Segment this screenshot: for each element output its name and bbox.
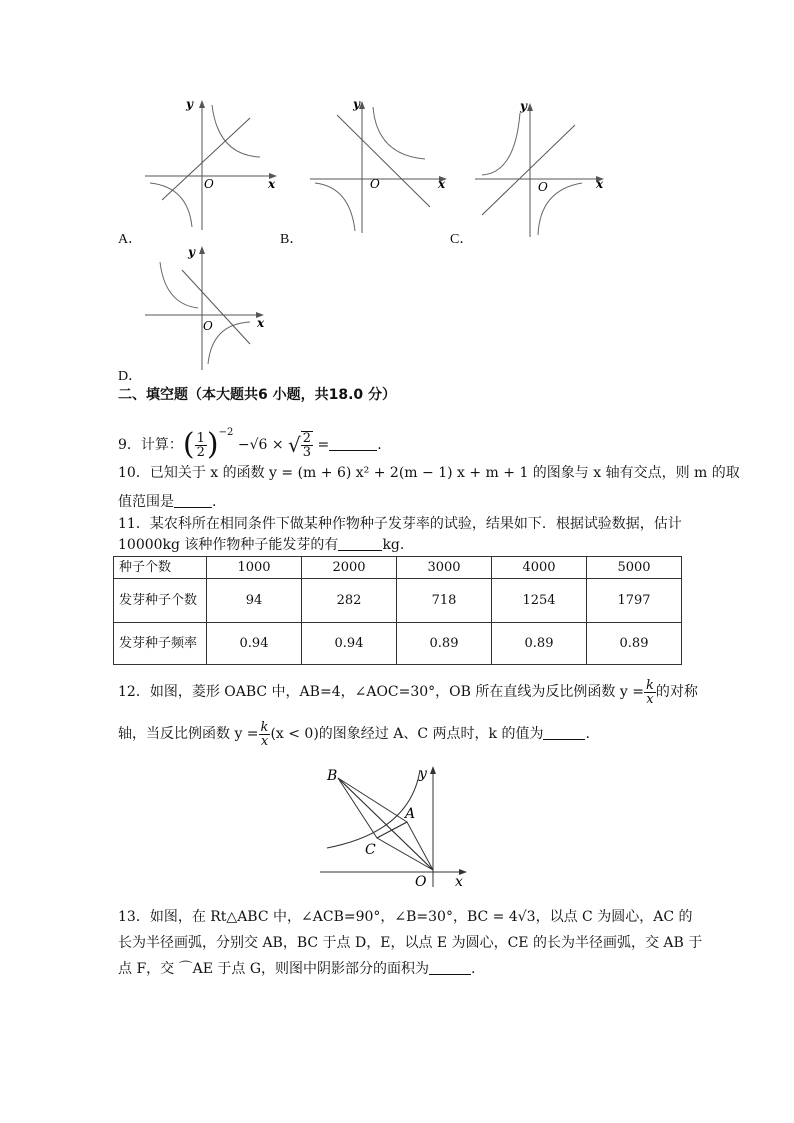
q9-answer-blank[interactable]: [329, 436, 377, 451]
axis-y-label: y: [188, 245, 195, 259]
table-row: [114, 579, 682, 623]
option-b[interactable]: B．: [280, 232, 304, 247]
question-13-line2: 长为半径画弧，分别交 AB，BC 于点 D，E，以点 E 为圆心，CE 的长为半径画弧，交 AB 于: [118, 935, 703, 951]
q12-frac2: $\frac{k}{x}$: [260, 719, 269, 749]
option-a[interactable]: A．: [118, 232, 143, 247]
question-11-line2: 10000kg 该种作物种子能发芽的有 kg.: [118, 537, 405, 553]
axis-y-label: y: [353, 97, 360, 111]
point-o-label: O: [415, 874, 427, 890]
q10-answer-blank[interactable]: [174, 493, 212, 508]
table-cell: 4000: [492, 557, 587, 579]
option-d[interactable]: D．: [118, 369, 143, 384]
graph-d: [140, 242, 280, 372]
origin-label: O: [204, 177, 214, 191]
table-row: [114, 557, 682, 579]
axis-y-label: y: [419, 766, 427, 782]
q9-half: $\frac{1}{2}$: [196, 430, 205, 460]
q13-answer-blank[interactable]: [429, 960, 471, 975]
option-c[interactable]: C．: [450, 232, 474, 247]
axis-x-label: x: [257, 316, 265, 330]
question-12-line1: 12．如图，菱形 OABC 中，AB=4，∠AOC=30°，OB 所在直线为反比例函数 y = $\frac{k}{x}$ 的对称: [118, 677, 698, 707]
origin-label: O: [370, 177, 380, 191]
origin-label: O: [538, 180, 548, 194]
q12-answer-blank[interactable]: [543, 725, 585, 740]
q9-equals: =: [317, 437, 330, 453]
q9-mid: −√6 ×: [237, 437, 289, 453]
question-9: 9．计算：( $\frac{1}{2}$ )$^{-2}$ −√6 × √ $\frac{2}{3}$ = .: [118, 427, 382, 462]
table-cell: 0.94: [207, 623, 302, 665]
axis-x-label: x: [438, 177, 446, 191]
rhombus-figure: [315, 762, 475, 890]
germination-table: [113, 556, 682, 665]
question-13-line1: 13．如图，在 Rt△ABC 中，∠ACB=90°，∠B=30°，BC = 4√3，以点 C 为圆心，AC 的: [118, 909, 693, 925]
table-cell: 0.89: [492, 623, 587, 665]
point-a-label: A: [405, 806, 416, 822]
graph-a: [140, 95, 285, 235]
table-cell: 5000: [587, 557, 682, 579]
q9-end: .: [377, 437, 382, 453]
graph-c: [470, 95, 615, 240]
table-cell: 94: [207, 579, 302, 623]
table-cell: 0.89: [397, 623, 492, 665]
question-11-line1: 11．某农科所在相同条件下做某种作物种子发芽率的试验，结果如下．根据试验数据，估计: [118, 516, 682, 532]
table-cell: 718: [397, 579, 492, 623]
table-cell: 1000: [207, 557, 302, 579]
axis-x-label: x: [455, 874, 463, 890]
table-row-label: 发芽种子频率: [114, 623, 207, 665]
table-row-label: 种子个数: [114, 557, 207, 579]
table-cell: 282: [302, 579, 397, 623]
question-10-line1: 10．已知关于 x 的函数 y = (m + 6) x² + 2(m − 1) x + m + 1 的图象与 x 轴有交点，则 m 的取: [118, 465, 740, 481]
q9-prefix: 9．计算：: [118, 437, 183, 453]
q11-answer-blank[interactable]: [338, 536, 382, 551]
axis-x-label: x: [268, 177, 276, 191]
question-13-line3: 点 F，交 ⌒AE 于点 G，则图中阴影部分的面积为 .: [118, 961, 476, 977]
origin-label: O: [203, 319, 213, 333]
q12-frac: $\frac{k}{x}$: [645, 677, 654, 707]
axis-x-label: x: [596, 177, 604, 191]
table-cell: 0.89: [587, 623, 682, 665]
question-10-line2: 值范围是 .: [118, 494, 217, 510]
q9-exp: −2: [218, 427, 234, 438]
table-cell: 1254: [492, 579, 587, 623]
point-c-label: C: [365, 842, 376, 858]
point-b-label: B: [327, 768, 338, 784]
axis-y-label: y: [186, 97, 193, 111]
table-row-label: 发芽种子个数: [114, 579, 207, 623]
q9-root: $\frac{2}{3}$: [302, 431, 312, 460]
question-12-line2: 轴，当反比例函数 y = $\frac{k}{x}$ (x < 0)的图象经过 A、C 两点时，k 的值为 .: [118, 719, 590, 749]
section-heading: 二、填空题（本大题共6 小题，共18.0 分）: [118, 387, 397, 403]
graph-b: [305, 95, 455, 235]
table-cell: 0.94: [302, 623, 397, 665]
table-row: [114, 623, 682, 665]
table-cell: 2000: [302, 557, 397, 579]
table-cell: 3000: [397, 557, 492, 579]
table-cell: 1797: [587, 579, 682, 623]
axis-y-label: y: [520, 99, 527, 113]
